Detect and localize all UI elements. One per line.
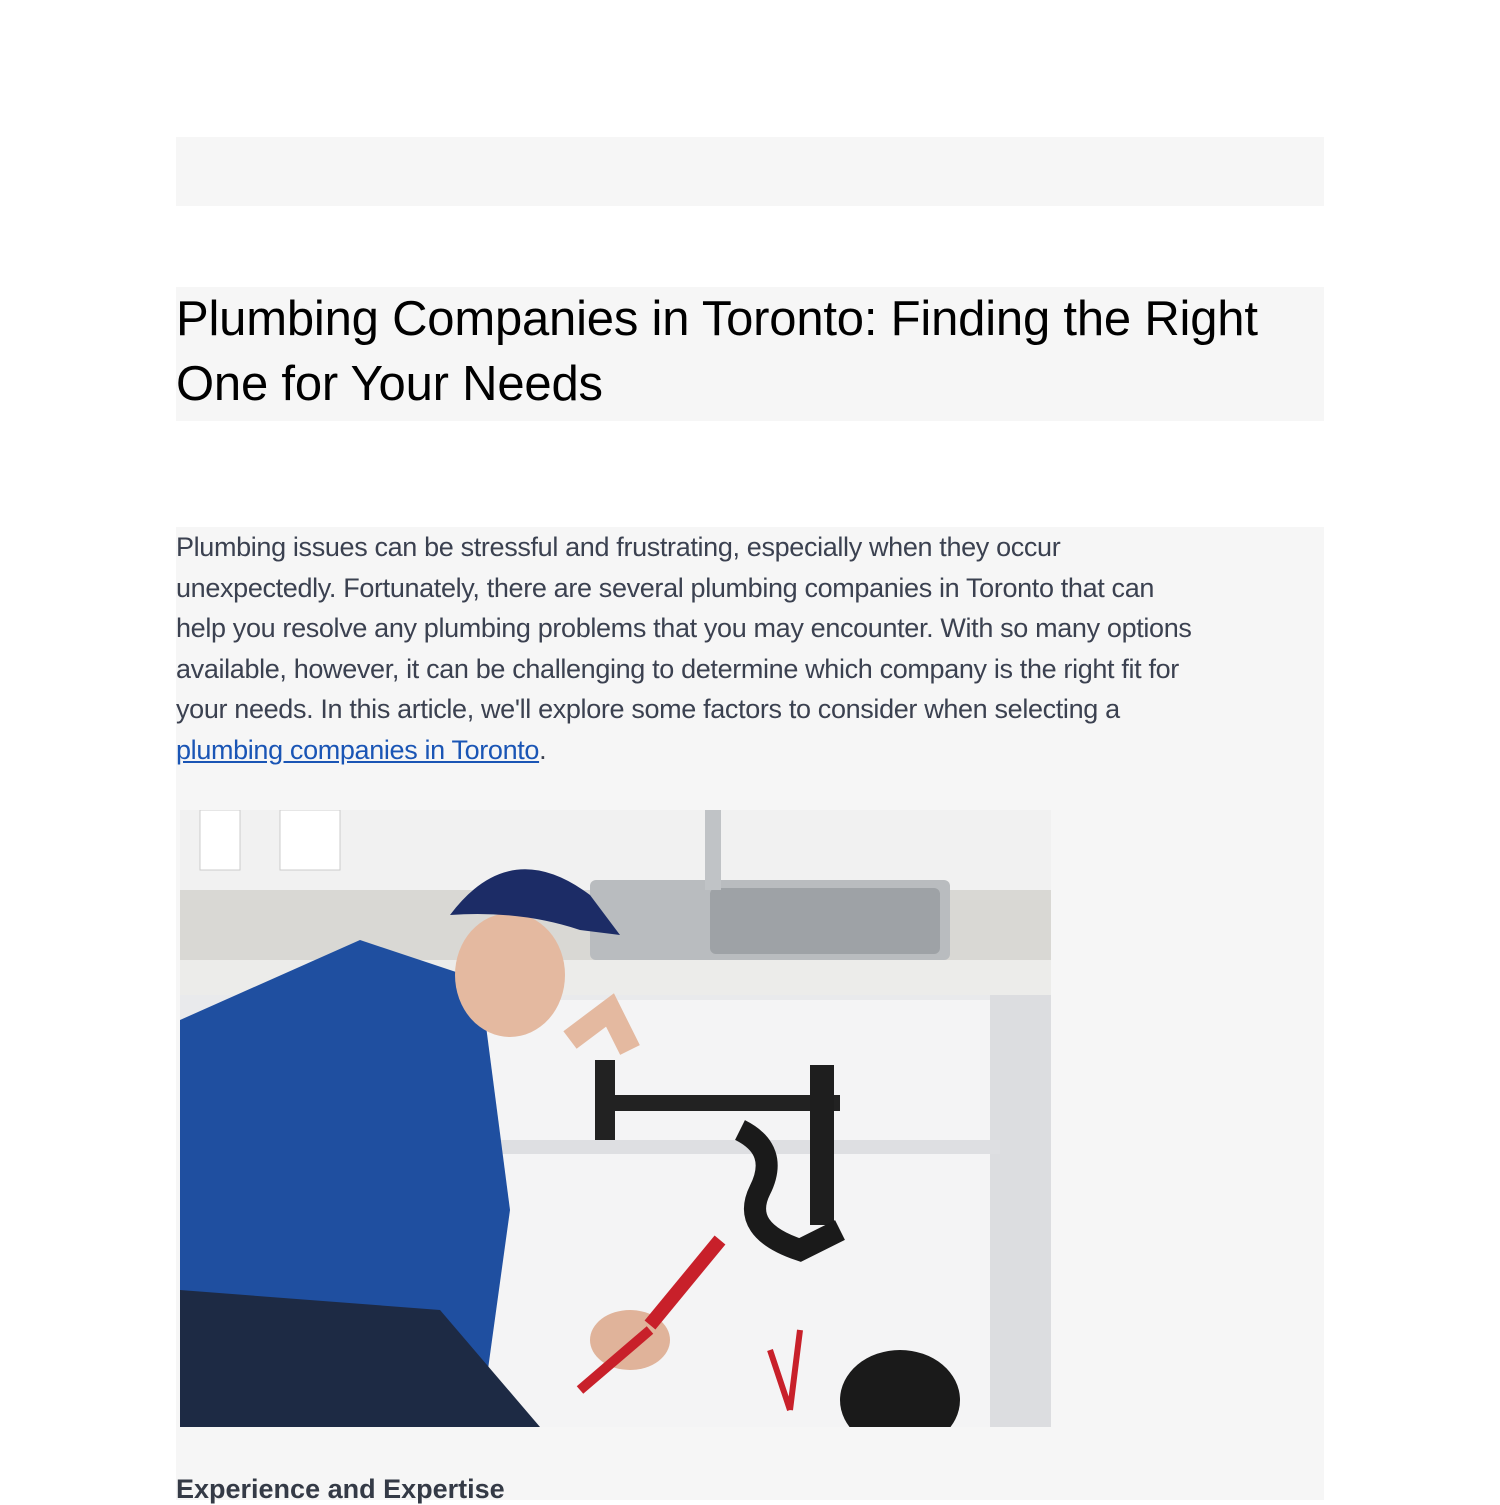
title-block: [176, 287, 1324, 421]
page-title: [176, 287, 1324, 417]
title-line: One for Your Needs: [176, 357, 603, 411]
intro-paragraph: [176, 527, 1324, 771]
section-heading: Experience and Expertise: [176, 1474, 505, 1504]
paragraph-line: your needs. In this article, we'll explore some factors to consider when selecting a: [176, 694, 1120, 725]
plumber-photo: [180, 810, 1051, 1427]
paragraph-line: available, however, it can be challenging to determine which company is the right fit for: [176, 653, 1179, 684]
paragraph-line: Plumbing issues can be stressful and frustrating, especially when they occur: [176, 532, 1061, 562]
paragraph-line: help you resolve any plumbing problems that you may encounter. With so many options: [176, 613, 1192, 644]
paragraph-line: unexpectedly. Fortunately, there are several plumbing companies in Toronto that can: [176, 572, 1155, 603]
period: .: [539, 734, 547, 765]
paragraph-line: [176, 730, 1324, 771]
header-banner-placeholder: [176, 137, 1324, 206]
article-body: [176, 527, 1324, 1504]
title-line: Plumbing Companies in Toronto: Finding the Right: [176, 292, 1258, 346]
plumbing-companies-link[interactable]: plumbing companies in Toronto: [176, 734, 540, 765]
